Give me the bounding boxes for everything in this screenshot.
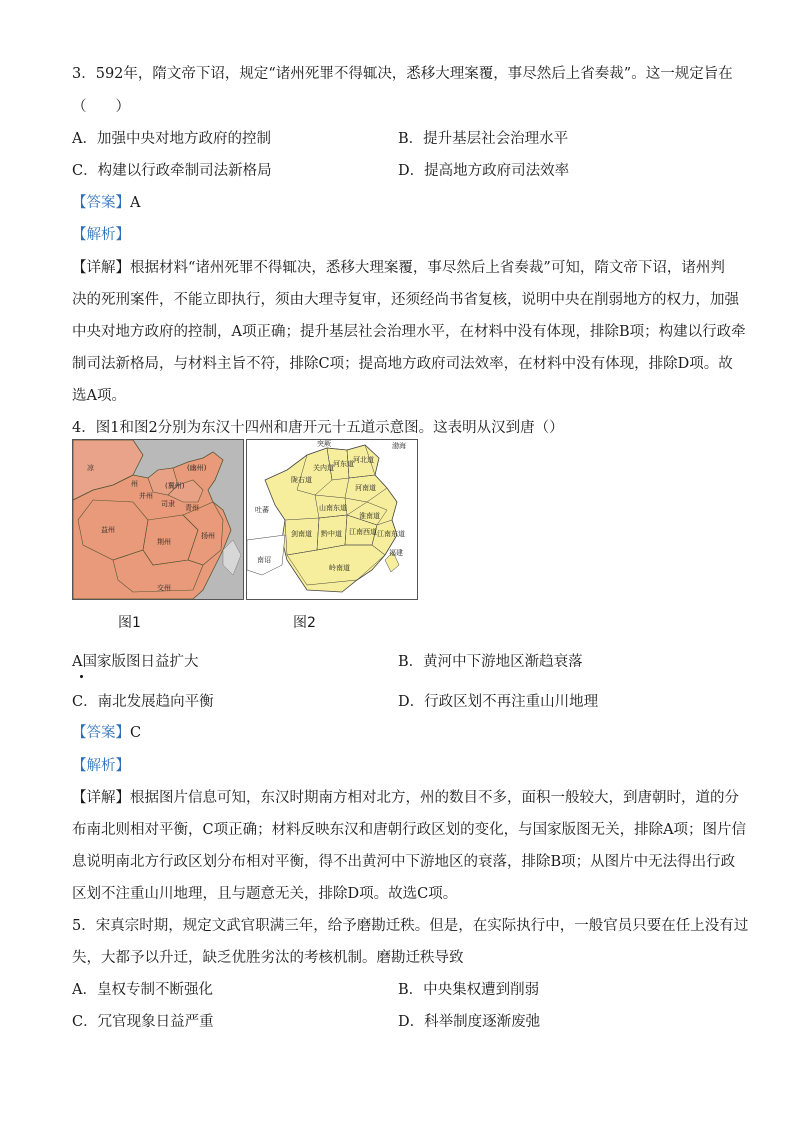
q4-detail-line-1: 【详解】根据图片信息可知，东汉时期南方相对北方，州的数目不多，面积一般较大，到唐朝时，道的分 — [72, 790, 739, 806]
tang-label-nanzhao: 南诏 — [257, 556, 271, 564]
figure-1-caption: 图1 — [118, 615, 141, 631]
han-label-yi: 益州 — [101, 526, 115, 534]
q5-stem-line-1: 5．宋真宗时期，规定文武官职满三年，给予磨勘迁秩。但是，在实际执行中，一般官员只要在任上没有过 — [72, 918, 749, 934]
han-label-zhou: 州 — [131, 480, 138, 488]
tang-label-jiangnanxi: 江南西道 — [349, 528, 377, 536]
q5-stem-line-2: 失，大都予以升迁，缺乏优胜劣汰的考核机制。磨勘迁秩导致 — [72, 950, 464, 966]
figure-1-han-map — [72, 439, 244, 600]
han-label-qing: 青州 — [185, 504, 199, 512]
emphasis-dot — [80, 675, 83, 678]
han-label-bing: 并州 — [139, 492, 153, 500]
q3-answer — [72, 193, 732, 213]
q3-option-d: D．提高地方政府司法效率 — [398, 163, 570, 179]
q5-option-b: B．中央集权遭到削弱 — [398, 982, 540, 998]
q3-detail-line-1: 【详解】根据材料“诸州死罪不得辄决，悉移大理案覆，事尽然后上省奏裁”可知，隋文帝下诏，诸州判 — [72, 260, 725, 276]
tang-label-jiannan: 剑南道 — [291, 530, 312, 538]
tang-label-qianzhong: 黔中道 — [321, 530, 342, 538]
q3-detail-line-2: 决的死刑案件，不能立即执行，须由大理寺复审，还须经尚书省复核，说明中央在削弱地方的权力，加强 — [72, 292, 739, 308]
tang-label-longyou: 陇右道 — [291, 476, 312, 484]
han-label-you: (幽州) — [187, 464, 207, 472]
han-label-jiao: 交州 — [157, 584, 171, 592]
q4-answer: 【答案】C — [72, 725, 142, 741]
han-label-sili: 司隶 — [161, 500, 175, 508]
tang-map-drawing — [247, 440, 417, 599]
q4-option-c: C．南北发展趋向平衡 — [72, 694, 214, 710]
han-label-liang: 凉 — [87, 464, 94, 472]
answer-tag: 【答案】 — [72, 195, 130, 211]
han-map-drawing — [73, 440, 243, 599]
q3-stem-blank: （ ） — [72, 99, 130, 115]
figure-2-caption: 图2 — [293, 615, 316, 631]
q3-option-a: A．加强中央对地方政府的控制 — [72, 131, 271, 147]
q5-option-a: A．皇权专制不断强化 — [72, 982, 213, 998]
tang-label-henan: 河南道 — [355, 484, 376, 492]
tang-label-bohai: 渤海 — [392, 442, 406, 450]
tang-label-lingnan: 岭南道 — [329, 564, 350, 572]
q4-detail-line-2: 布南北则相对平衡，C项正确；材料反映东汉和唐朝行政区划的变化，与国家版图无关，排除A项；图片信 — [72, 822, 747, 838]
q4-option-d: D．行政区划不再注重山川地理 — [398, 694, 599, 710]
q3-detail-line-5: 选A项。 — [72, 388, 126, 404]
q4-stem: 4．图1和图2分别为东汉十四州和唐开元十五道示意图。这表明从汉到唐（） — [72, 420, 564, 436]
tang-label-guannei: 关内道 — [313, 464, 334, 472]
tang-label-hebei: 河北道 — [353, 456, 374, 464]
tang-label-shannandong: 山南东道 — [319, 504, 347, 512]
q5-option-c: C．冗官现象日益严重 — [72, 1014, 214, 1030]
answer-value: C — [130, 725, 142, 741]
detail-tag: 【详解】 — [72, 790, 130, 806]
han-label-yang: 扬州 — [201, 532, 215, 540]
tang-label-hedong: 河东道 — [333, 460, 354, 468]
q4-option-b: B．黄河中下游地区渐趋衰落 — [398, 654, 583, 670]
tang-label-huainan: 淮南道 — [359, 512, 380, 520]
detail-tag: 【详解】 — [72, 260, 130, 276]
q5-option-d: D．科举制度逐渐废弛 — [398, 1014, 541, 1030]
q4-analysis-tag: 【解析】 — [72, 758, 130, 774]
q3-option-b: B．提升基层社会治理水平 — [398, 131, 569, 147]
tang-label-tujue: 突厥 — [317, 440, 331, 448]
q3-analysis-tag: 【解析】 — [72, 227, 130, 243]
han-label-jing: 荆州 — [157, 538, 171, 546]
q3-detail-line-4: 制司法新格局，与材料主旨不符，排除C项；提高地方政府司法效率，在材料中没有体现，排除D项。故 — [72, 356, 733, 372]
answer-value: A — [130, 195, 141, 211]
tang-label-tubo: 吐蕃 — [255, 506, 269, 514]
q4-option-a: A国家版图日益扩大 — [72, 654, 199, 670]
q3-detail-line-3: 中央对地方政府的控制，A项正确；提升基层社会治理水平，在材料中没有体现，排除B项；构建以行政牵 — [72, 324, 746, 340]
q3-option-c: C．构建以行政牵制司法新格局 — [72, 163, 272, 179]
han-label-ji: (冀州) — [165, 482, 185, 490]
tang-label-fujian: 福建 — [389, 549, 403, 557]
tang-label-jiangnandong: 江南东道 — [377, 530, 405, 538]
figure-2-tang-map — [246, 439, 418, 600]
q3-stem: 3．592年，隋文帝下诏，规定“诸州死罪不得辄决，悉移大理案覆，事尽然后上省奏裁”。这一规定旨在 — [72, 66, 733, 82]
q4-detail-line-4: 区划不注重山川地理，且与题意无关，排除D项。故选C项。 — [72, 886, 458, 902]
q4-detail-line-3: 息说明南北方行政区划分布相对平衡，得不出黄河中下游地区的衰落，排除B项；从图片中无法得出行政 — [72, 854, 736, 870]
